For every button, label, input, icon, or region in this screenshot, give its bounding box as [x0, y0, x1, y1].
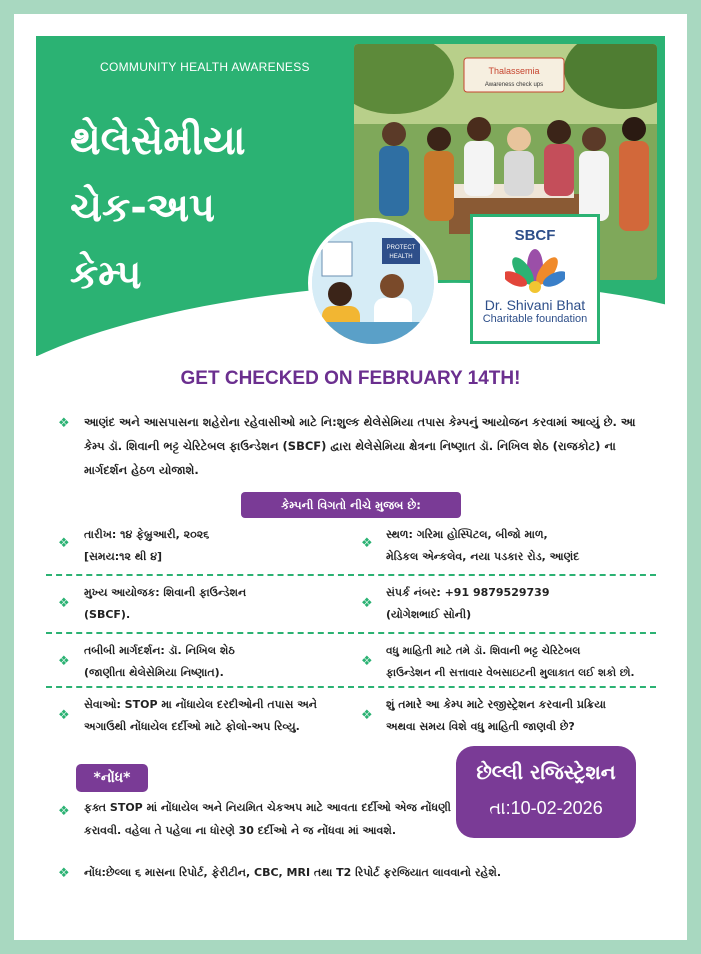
detail-guidance: તબીબી માર્ગદર્શન: ડૉ. નિખિલ શેઠ (જાણીતા થેલેસેમિયા નિષ્ણાત). [84, 644, 235, 679]
title-line-3: કેમ્પ [70, 252, 142, 298]
bullet-icon: ❖ [58, 596, 70, 611]
page-title [70, 108, 246, 309]
sbcf-logo [470, 214, 600, 344]
kicker: COMMUNITY HEALTH AWARENESS [100, 60, 310, 74]
clinic-photo [308, 218, 438, 348]
clinic-illustration [312, 222, 434, 344]
bullet-icon: ❖ [58, 536, 70, 551]
bullet-icon: ❖ [58, 416, 70, 431]
registration-date: તા:10-02-2026 [489, 798, 603, 818]
bullet-icon: ❖ [58, 866, 70, 881]
bullet-icon: ❖ [58, 708, 70, 723]
sign-title: Thalassemia [488, 66, 540, 76]
bullet-icon: ❖ [58, 804, 70, 819]
logo-abbr: SBCF [514, 227, 556, 244]
poster-text-2: HEALTH [389, 254, 413, 260]
detail-registration-info: શું તમારે આ કેમ્પ માટે રજીસ્ટ્રેશન કરવાની પ્રક્રિયા અથવા સમય વિશે વધુ માહિતી જાણવી છે? [386, 698, 606, 733]
sign-sub: Awareness check ups [484, 82, 544, 88]
poster-text-1: PROTECT [386, 245, 416, 251]
bullet-icon: ❖ [361, 596, 373, 611]
detail-contact: સંપર્ક નંબર: +91 9879529739 (યોગેશભાઈ સોની) [386, 586, 550, 621]
note-label: *નોંધ* [76, 764, 148, 792]
lotus-icon [505, 245, 565, 297]
title-line-2: ચેક-અપ [70, 185, 216, 231]
logo-sub: Charitable foundation [482, 313, 588, 325]
note-reports: નોંધ:છેલ્લા ૬ માસના રિપોર્ટ, ફેરીટીન, CBC, MRI તથા T2 રિપોર્ટ ફરજિયાત લાવવાનો રહેશે. [84, 866, 502, 879]
bullet-icon: ❖ [361, 708, 373, 723]
detail-date: તારીખ: ૧૪ ફેબ્રુઆરી, ૨૦૨૬ [સમય:૧૨ થી ૪] [84, 528, 210, 563]
registration-title: છેલ્લી રજિસ્ટ્રેશન [476, 760, 616, 784]
divider [46, 686, 656, 688]
bullet-icon: ❖ [361, 654, 373, 669]
poster [36, 36, 665, 918]
headline: GET CHECKED ON FEBRUARY 14TH! [180, 368, 521, 389]
bullet-icon: ❖ [58, 654, 70, 669]
logo-name: Dr. Shivani Bhat [484, 297, 586, 313]
registration-deadline [456, 746, 636, 838]
detail-website: વધુ માહિતી માટે તમે ડૉ. શિવાની ભટ્ટ ચેરિટેબલ ફાઉન્ડેશન ની સત્તાવાર વેબસાઇટની મુલાકાત લઈ શકો છો. [386, 645, 635, 679]
detail-venue: સ્થળ: ગરિમા હોસ્પિટલ, બીજો માળ, મેડિકલ એન્કલેવ, નયા પડકાર રોડ, આણંદ [386, 528, 580, 563]
intro-paragraph: આણંદ અને આસપાસના શહેરોના રહેવાસીઓ માટે નિ:શુલ્ક થેલેસેમિયા તપાસ કેમ્પનું આયોજન કરવામાં આવ્યું છે. આ કેમ્પ ડૉ. શિવાની ભટ્ટ ચેરિટેબલ ફાઉન્ડેશન (SBCF) દ્વારા થેલેસેમિયા ક્ષેત્રના નિષ્ણાત ડૉ. નિખિલ શેઠ (રાજકોટ) ના માર્ગદર્શન હેઠળ યોજાશે. [84, 415, 636, 477]
divider [46, 632, 656, 634]
note-stop-patients: ફક્ત STOP માં નોંધાયેલ અને નિયમિત ચેકઅપ માટે આવતા દર્દીઓ એજ નોંધણી કરાવવી. વહેલા તે પહેલા ના ધોરણે 30 દર્દીઓ ને જ નોંધવા માં આવશે. [84, 801, 451, 837]
detail-organizer: મુખ્ય આયોજક: શિવાની ફાઉન્ડેશન (SBCF). [84, 586, 247, 621]
bullet-icon: ❖ [361, 536, 373, 551]
details-heading: કેમ્પની વિગતો નીચે મુજબ છે: [241, 492, 461, 518]
divider [46, 574, 656, 576]
detail-services: સેવાઓ: STOP મા નોંધાયેલ દરદીઓની તપાસ અને અગાઉથી નોંધાયેલ દર્દીઓ માટે ફોલો-અપ રિવ્યુ. [84, 698, 317, 733]
title-line-1: થેલેસેમીયા [70, 118, 246, 164]
